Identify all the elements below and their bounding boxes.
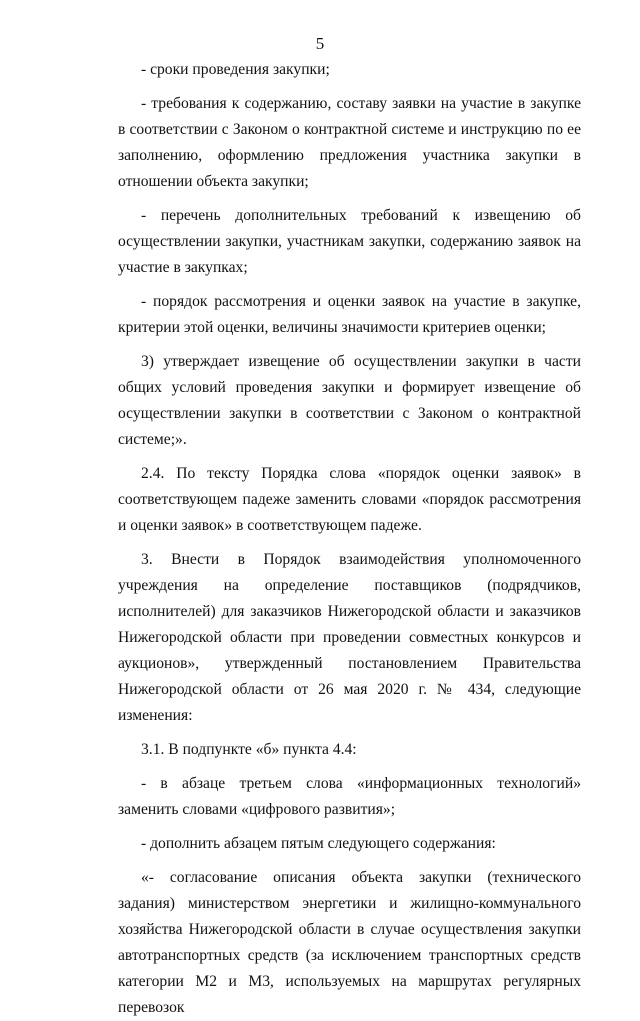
paragraph-add-fifth: - дополнить абзацем пятым следующего содержания: [141, 835, 496, 852]
paragraph-third-subparagraph: - в абзаце третьем слова «информационных технологий» заменить словами «цифрового развития»; [118, 775, 581, 818]
document-body [118, 57, 581, 1021]
paragraph-deadlines: - сроки проведения закупки; [141, 61, 330, 78]
paragraph-application-requirements: - требования к содержанию, составу заявки на участие в закупке в соответствии с Законом о контрактной системе и инструкцию по ее заполнению, оформлению предложения участника закупки в отношении объекта закупки; [118, 95, 581, 190]
paragraph-evaluation-procedure: - порядок рассмотрения и оценки заявок на участие в закупке, критерии этой оценки, величины значимости критериев оценки; [118, 293, 581, 336]
paragraph-quote-approval: «- согласование описания объекта закупки (технического задания) министерством энергетики и жилищно-коммунального хозяйства Нижегородской области в случае осуществления закупки автотранспортных средств (за исключением транспортных средств категории М2 и М3, используемых на маршрутах регулярных перевозок [118, 869, 581, 1016]
paragraph-item-3: 3) утверждает извещение об осуществлении закупки в части общих условий проведения закупки и формирует извещение об осуществлении закупки в соответствии с Законом о контрактной системе;». [118, 353, 581, 448]
paragraph-3-1: 3.1. В подпункте «б» пункта 4.4: [141, 741, 357, 758]
paragraph-additional-requirements: - перечень дополнительных требований к извещению об осуществлении закупки, участникам закупки, содержанию заявок на участие в закупках; [118, 207, 581, 276]
paragraph-section-3: 3. Внести в Порядок взаимодействия уполномоченного учреждения на определение поставщиков (подрядчиков, исполнителей) для заказчиков Нижегородской области и заказчиков Нижегородской области при проведении совместных конкурсов и аукционов», утвержденный постановлением Правительства Нижегородской области от 26 мая 2020 г. № 434, следующие изменения: [118, 551, 581, 724]
paragraph-2-4: 2.4. По тексту Порядка слова «порядок оценки заявок» в соответствующем падеже заменить словами «порядок рассмотрения и оценки заявок» в соответствующем падеже. [118, 465, 581, 534]
page-number: 5 [315, 34, 325, 53]
